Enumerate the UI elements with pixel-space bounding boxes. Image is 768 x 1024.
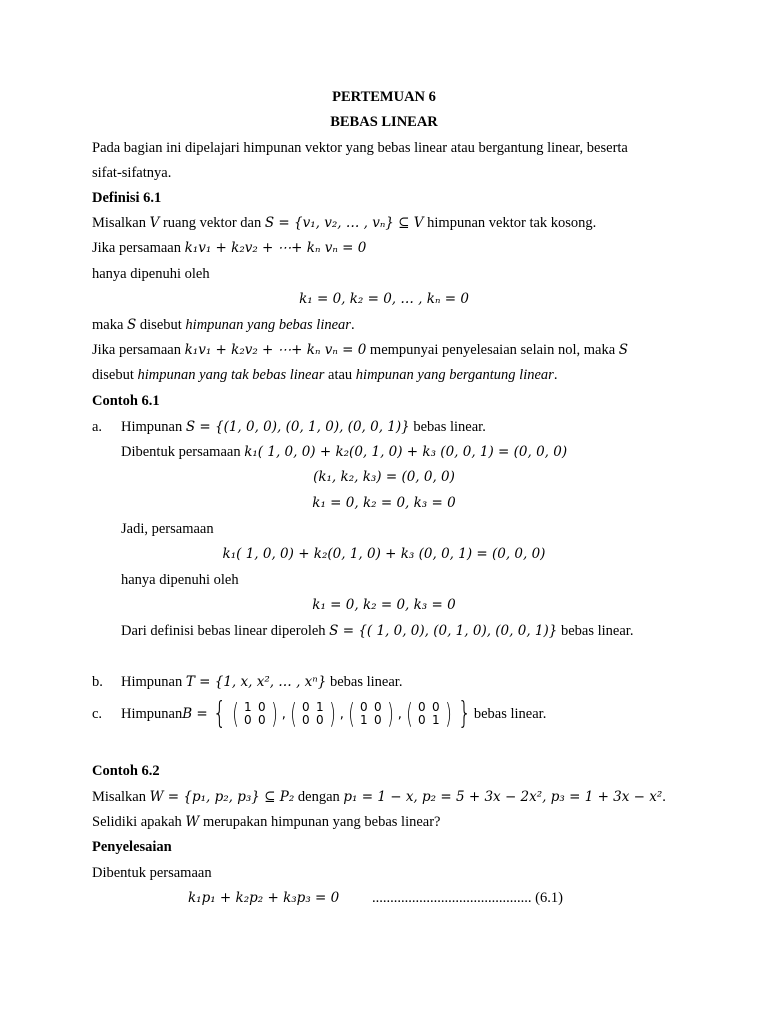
intro-line-2: sifat-sifatnya. — [92, 165, 172, 181]
text: bebas linear. — [326, 674, 403, 690]
example-6-1-heading: Contoh 6.1 — [92, 393, 160, 409]
matrix-entry: 0 — [301, 713, 310, 727]
matrix-entry: 0 — [243, 713, 252, 727]
item-a-line-1 — [121, 418, 486, 436]
text: dengan — [294, 789, 344, 805]
item-b-label: b. — [92, 674, 103, 690]
intro-line-1: Pada bagian ini dipelajari himpunan vektor yang bebas linear atau bergantung linear, beserta — [92, 140, 628, 156]
text: Selidiki apakah — [92, 814, 186, 830]
matrix — [288, 697, 338, 730]
matrix-entries — [299, 701, 327, 727]
close-paren: ) — [270, 697, 278, 730]
math: V — [149, 215, 160, 231]
page-title: PERTEMUAN 6 — [332, 89, 436, 105]
text: mempunyai penyelesaian selain nol, maka — [366, 342, 619, 358]
matrix-entries — [415, 701, 443, 727]
item-c-line — [121, 694, 546, 734]
item-a-line-7: hanya dipenuhi oleh — [121, 572, 239, 588]
text: . — [553, 367, 558, 383]
text: Misalkan — [92, 215, 150, 231]
matrix-entry: 0 — [373, 713, 382, 727]
item-a-equation-2 — [0, 494, 768, 512]
matrix-list — [229, 697, 455, 730]
math: k₁ = 0, k₂ = 0, … , kₙ = 0 — [299, 291, 469, 307]
example-6-2-line-3: Dibentuk persamaan — [92, 865, 212, 881]
math: p₁ = 1 − x, p₂ = 5 + 3x − 2x², p₃ = 1 + 3x − x² — [343, 789, 663, 805]
equation-6-1 — [188, 889, 339, 907]
open-paren: ( — [232, 697, 239, 730]
math: W = {p₁, p₂, p₃} ⊆ P₂ — [149, 789, 295, 805]
matrix-entry: 0 — [359, 700, 368, 714]
text: disebut — [92, 367, 138, 383]
matrix-entry: 1 — [243, 700, 252, 714]
close-paren: ) — [387, 697, 394, 730]
math: k₁ = 0, k₂ = 0, k₃ = 0 — [312, 597, 456, 613]
text: bebas linear. — [473, 705, 547, 722]
separator: , — [281, 706, 286, 722]
text: Himpunan — [121, 674, 186, 690]
definition-equation — [0, 290, 768, 308]
matrix — [230, 697, 280, 730]
matrix-entry: 0 — [418, 713, 426, 727]
item-a-line-9 — [121, 622, 633, 640]
text: Jika persamaan — [92, 342, 185, 358]
math: k₁( 1, 0, 0) + k₂(0, 1, 0) + k₃ (0, 0, 1) = (0, 0, 0) — [244, 444, 568, 460]
item-a-equation-1 — [0, 468, 768, 486]
text: . — [350, 317, 355, 333]
text: atau — [324, 367, 356, 383]
math: S — [127, 317, 137, 333]
math: k₁( 1, 0, 0) + k₂(0, 1, 0) + k₃ (0, 0, 1) = (0, 0, 0) — [222, 546, 546, 562]
close-paren: ) — [445, 697, 452, 730]
matrix-entries — [357, 701, 385, 727]
matrix — [404, 697, 454, 730]
close-brace: } — [457, 696, 471, 731]
example-6-2-line-1 — [92, 788, 666, 806]
example-6-2-heading: Contoh 6.2 — [92, 763, 160, 779]
definition-line-1 — [92, 214, 596, 232]
item-b-line — [121, 673, 402, 691]
math: (k₁, k₂, k₃) = (0, 0, 0) — [313, 469, 455, 485]
matrix-entry: 0 — [418, 700, 426, 714]
item-a-equation-3 — [0, 545, 768, 563]
emphasis: himpunan yang bergantung linear — [355, 367, 554, 383]
definition-line-5 — [92, 316, 355, 334]
item-a-line-5: Jadi, persamaan — [121, 521, 214, 537]
example-6-2-line-2 — [92, 813, 441, 831]
text: Himpunan — [121, 705, 183, 722]
math: S = {( 1, 0, 0), (0, 1, 0), (0, 0, 1)} — [329, 623, 558, 639]
matrix-entry: 0 — [257, 713, 266, 727]
definition-line-6 — [92, 341, 628, 359]
text: Misalkan — [92, 789, 150, 805]
close-paren: ) — [328, 697, 336, 730]
open-paren: ( — [290, 697, 297, 730]
matrix-entry: 0 — [301, 700, 310, 714]
definition-line-3: hanya dipenuhi oleh — [92, 266, 210, 282]
math: S = {v₁, v₂, … , vₙ} ⊆ V — [264, 215, 424, 231]
open-brace: { — [212, 696, 226, 731]
text: maka — [92, 317, 128, 333]
text: Jika persamaan — [92, 240, 185, 256]
text: ruang vektor dan — [159, 215, 265, 231]
math: S = {(1, 0, 0), (0, 1, 0), (0, 0, 1)} — [185, 419, 410, 435]
matrix-entry: 0 — [315, 713, 324, 727]
text: merupakan himpunan yang bebas linear? — [199, 814, 441, 830]
math: S — [618, 342, 629, 358]
matrix-entry: 1 — [432, 713, 440, 727]
text: . — [662, 789, 666, 805]
math: W — [185, 814, 200, 830]
definition-line-2 — [92, 239, 366, 257]
math: T = {1, x, x², … , xⁿ} — [185, 674, 327, 690]
page-subtitle: BEBAS LINEAR — [330, 114, 438, 130]
item-a-line-2 — [121, 443, 567, 461]
emphasis: himpunan yang tak bebas linear — [137, 367, 325, 383]
emphasis: himpunan yang bebas linear — [185, 317, 351, 333]
text: Himpunan — [121, 419, 186, 435]
separator: , — [397, 706, 402, 722]
math: k₁p₁ + k₂p₂ + k₃p₃ = 0 — [188, 890, 340, 906]
solution-heading: Penyelesaian — [92, 839, 172, 855]
matrix-entries — [241, 701, 269, 727]
text: bebas linear. — [557, 623, 634, 639]
open-paren: ( — [406, 697, 413, 730]
math: k₁ = 0, k₂ = 0, k₃ = 0 — [312, 495, 456, 511]
matrix-entry: 0 — [432, 700, 440, 714]
matrix-entry: 1 — [315, 700, 324, 714]
equation-number: ............................................ (6.1) — [372, 890, 563, 906]
matrix-entry: 0 — [373, 700, 382, 714]
item-a-equation-4 — [0, 596, 768, 614]
matrix-entry: 1 — [359, 713, 368, 727]
matrix-entry: 0 — [257, 700, 266, 714]
matrix — [346, 697, 396, 730]
definition-line-7 — [92, 366, 557, 384]
math: B = — [182, 706, 208, 722]
text: disebut — [136, 317, 186, 333]
item-a-label: a. — [92, 419, 103, 435]
text: bebas linear. — [409, 419, 486, 435]
item-c-label: c. — [92, 706, 103, 722]
definition-heading: Definisi 6.1 — [92, 190, 162, 206]
open-paren: ( — [348, 697, 355, 730]
text: Dari definisi bebas linear diperoleh — [121, 623, 330, 639]
text: himpunan vektor tak kosong. — [423, 215, 597, 231]
separator: , — [339, 706, 344, 722]
text: Dibentuk persamaan — [121, 444, 245, 460]
math: k₁v₁ + k₂v₂ + ⋯+ kₙ vₙ = 0 — [184, 342, 367, 358]
math: k₁v₁ + k₂v₂ + ⋯+ kₙ vₙ = 0 — [184, 240, 367, 256]
